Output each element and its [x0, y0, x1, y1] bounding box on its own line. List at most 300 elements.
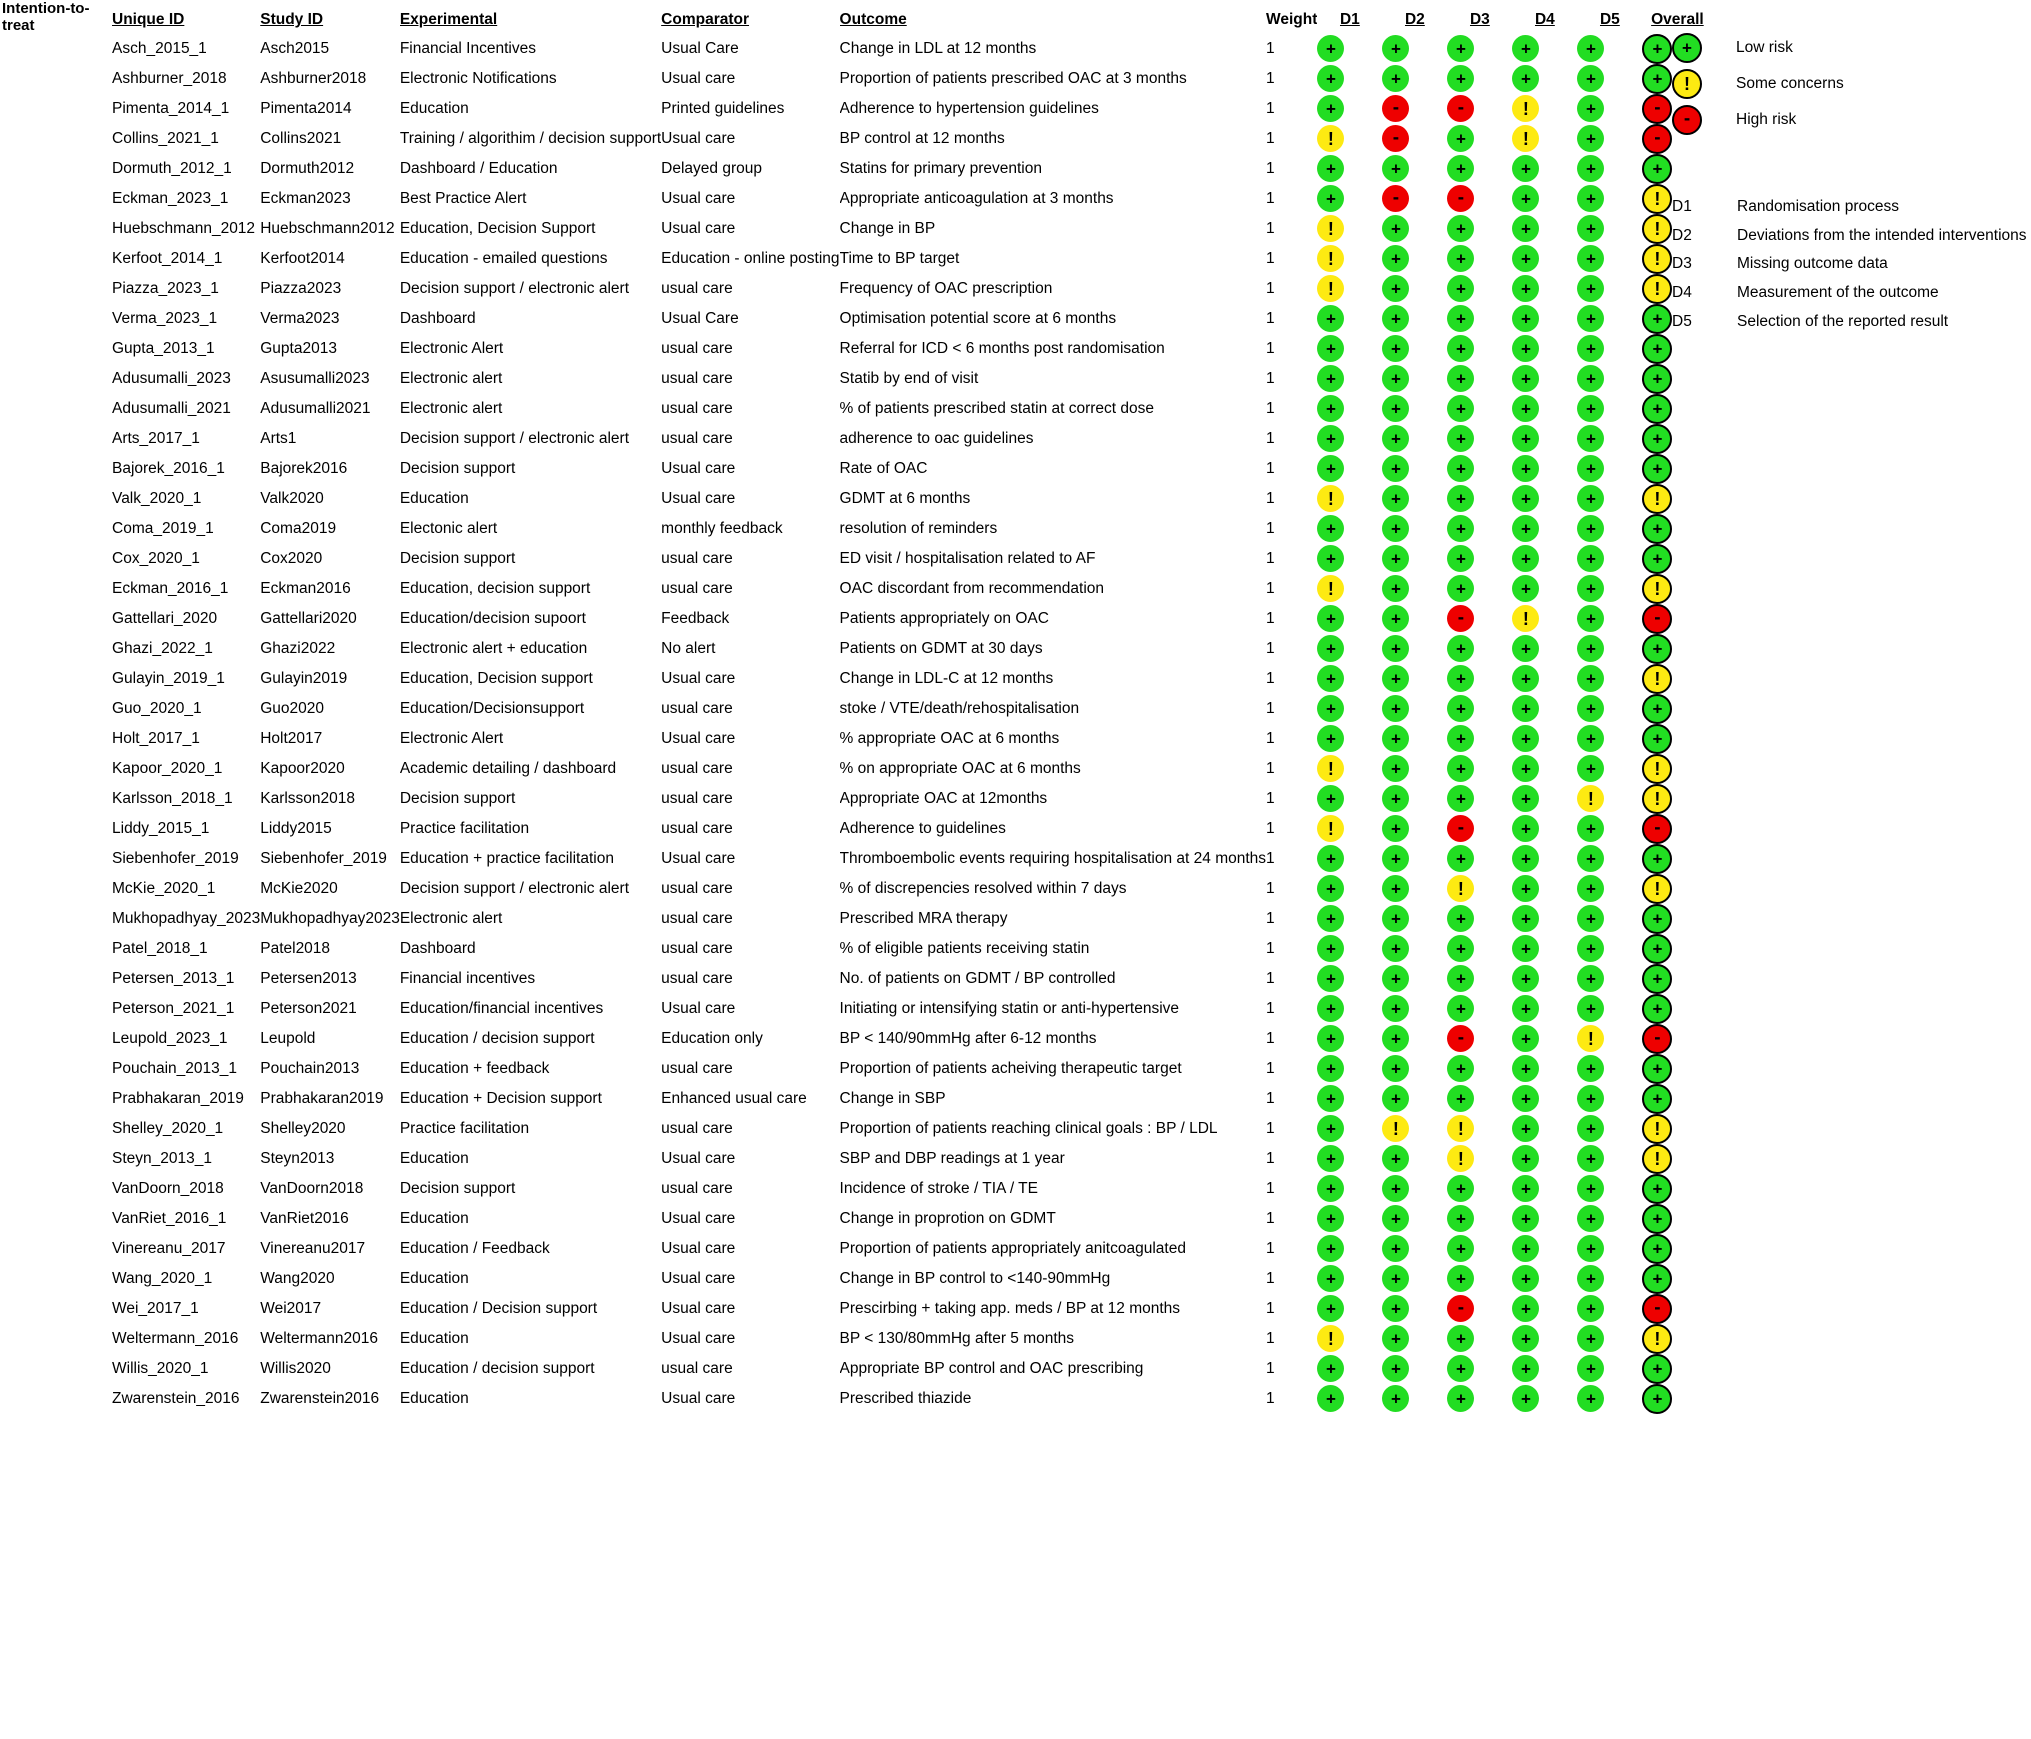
cell-outcome — [840, 1234, 1266, 1264]
column-header-d3: D3 — [1469, 11, 1490, 28]
judgement-bubble-some — [1317, 485, 1344, 512]
legend-swatch-low — [1672, 33, 1736, 63]
cell-d2 — [1382, 844, 1447, 874]
judgement-glyph: + — [1325, 69, 1336, 89]
cell-study-id — [260, 244, 400, 274]
judgement-bubble-high — [1447, 815, 1474, 842]
cell-study-id-text: Valk2020 — [260, 489, 324, 507]
judgement-glyph: + — [1455, 969, 1466, 989]
cell-d5 — [1577, 34, 1642, 64]
cell-outcome-text: Optimisation potential score at 6 months — [839, 309, 1117, 327]
judgement-bubble-some — [1512, 605, 1539, 632]
judgement-bubble-low — [1317, 1265, 1344, 1292]
judgement-bubble-low — [1577, 575, 1604, 602]
judgement-bubble-high — [1447, 185, 1474, 212]
cell-weight-text: 1 — [1266, 1209, 1275, 1227]
cell-study-id — [260, 1204, 400, 1234]
judgement-bubble-high — [1642, 1294, 1672, 1324]
cell-unique-id-text: McKie_2020_1 — [112, 879, 216, 897]
cell-unique-id — [112, 394, 260, 424]
table-row — [112, 94, 1712, 124]
cell-experimental — [400, 604, 661, 634]
cell-d1 — [1317, 334, 1382, 364]
cell-weight — [1266, 1204, 1317, 1234]
judgement-glyph: + — [1585, 969, 1596, 989]
cell-weight — [1266, 244, 1317, 274]
cell-study-id — [260, 1264, 400, 1294]
cell-unique-id — [112, 454, 260, 484]
cell-experimental — [400, 1114, 661, 1144]
cell-study-id — [260, 1054, 400, 1084]
legend-item-some — [1672, 66, 1844, 102]
judgement-bubble-some — [1642, 1324, 1672, 1354]
cell-d4 — [1512, 1024, 1577, 1054]
judgement-glyph: + — [1520, 369, 1531, 389]
cell-weight-text: 1 — [1266, 129, 1275, 147]
table-row — [112, 1114, 1712, 1144]
cell-experimental-text: Education - emailed questions — [399, 249, 608, 267]
judgement-bubble-some — [1512, 95, 1539, 122]
cell-outcome-text: Appropriate BP control and OAC prescribing — [839, 1359, 1144, 1377]
cell-experimental-text: Education — [399, 1389, 469, 1407]
table-row — [112, 844, 1712, 874]
column-header-d1: D1 — [1339, 11, 1360, 28]
cell-outcome — [840, 544, 1266, 574]
cell-study-id — [260, 214, 400, 244]
judgement-glyph: + — [1455, 1389, 1466, 1409]
judgement-glyph: + — [1520, 699, 1531, 719]
cell-d4 — [1512, 694, 1577, 724]
cell-comparator-text: Usual care — [661, 849, 736, 867]
cell-comparator — [661, 1294, 839, 1324]
cell-unique-id — [112, 904, 260, 934]
cell-comparator — [661, 1204, 839, 1234]
judgement-bubble-low — [1642, 154, 1672, 184]
judgement-glyph: - — [1457, 97, 1465, 119]
cell-comparator-text: Education only — [661, 1029, 763, 1047]
cell-comparator-text: usual care — [661, 1119, 733, 1137]
judgement-glyph: + — [1585, 219, 1596, 239]
cell-weight-text: 1 — [1266, 909, 1275, 927]
judgement-glyph: + — [1390, 1299, 1401, 1319]
judgement-glyph: + — [1585, 939, 1596, 959]
judgement-glyph: + — [1390, 909, 1401, 929]
judgement-bubble-low — [1382, 155, 1409, 182]
legend-label-high: High risk — [1736, 111, 1797, 128]
cell-d5 — [1577, 1084, 1642, 1114]
cell-weight — [1266, 694, 1317, 724]
judgement-bubble-low — [1577, 1115, 1604, 1142]
cell-d4 — [1512, 1144, 1577, 1174]
cell-comparator — [661, 1354, 839, 1384]
cell-unique-id — [112, 964, 260, 994]
cell-outcome — [840, 844, 1266, 874]
cell-d4 — [1512, 754, 1577, 784]
cell-comparator — [661, 94, 839, 124]
cell-comparator-text: Usual care — [661, 999, 736, 1017]
judgement-bubble-low — [1642, 724, 1672, 754]
cell-comparator — [661, 1114, 839, 1144]
cell-unique-id-text: Willis_2020_1 — [112, 1359, 209, 1377]
cell-experimental — [400, 724, 661, 754]
cell-unique-id-text: Pouchain_2013_1 — [112, 1059, 237, 1077]
domain-label-d4: Measurement of the outcome — [1737, 284, 1939, 302]
cell-outcome — [840, 94, 1266, 124]
table-row — [112, 1384, 1712, 1414]
judgement-glyph: + — [1520, 69, 1531, 89]
cell-d1 — [1317, 754, 1382, 784]
cell-weight — [1266, 934, 1317, 964]
cell-experimental-text: Dashboard — [399, 309, 476, 327]
cell-unique-id-text: Petersen_2013_1 — [112, 969, 235, 987]
cell-comparator — [661, 1024, 839, 1054]
judgement-bubble-low — [1512, 455, 1539, 482]
judgement-glyph: + — [1520, 279, 1531, 299]
judgement-bubble-low — [1577, 125, 1604, 152]
cell-outcome — [840, 1384, 1266, 1414]
cell-d5 — [1577, 604, 1642, 634]
judgement-bubble-low — [1512, 65, 1539, 92]
cell-comparator — [661, 304, 839, 334]
judgement-bubble-low — [1512, 875, 1539, 902]
cell-experimental-text: Education / Feedback — [399, 1239, 550, 1257]
judgement-glyph: + — [1585, 1149, 1596, 1169]
judgement-glyph: ! — [1654, 1149, 1661, 1169]
cell-d5 — [1577, 904, 1642, 934]
column-header-d2: D2 — [1404, 11, 1425, 28]
judgement-bubble-low — [1577, 1055, 1604, 1082]
domain-key-d4: D4 — [1672, 284, 1692, 302]
cell-weight-text: 1 — [1266, 549, 1275, 567]
cell-d3 — [1447, 904, 1512, 934]
judgement-bubble-low — [1317, 1145, 1344, 1172]
cell-weight — [1266, 634, 1317, 664]
judgement-bubble-high — [1382, 95, 1409, 122]
cell-outcome-text: Patients on GDMT at 30 days — [839, 639, 1043, 657]
cell-d4 — [1512, 94, 1577, 124]
judgement-bubble-low — [1512, 215, 1539, 242]
cell-weight-text: 1 — [1266, 69, 1275, 87]
cell-d4 — [1512, 64, 1577, 94]
cell-study-id-text: Weltermann2016 — [260, 1329, 378, 1347]
cell-experimental-text: Electronic alert — [399, 369, 503, 387]
cell-overall — [1642, 364, 1712, 394]
judgement-glyph: + — [1390, 309, 1401, 329]
cell-outcome — [840, 814, 1266, 844]
judgement-glyph: + — [1585, 849, 1596, 869]
cell-weight-text: 1 — [1266, 579, 1275, 597]
judgement-bubble-low — [1642, 1234, 1672, 1264]
judgement-bubble-low — [1382, 1205, 1409, 1232]
cell-overall — [1642, 814, 1712, 844]
judgement-bubble-low — [1642, 994, 1672, 1024]
cell-comparator-text: Usual care — [661, 1299, 736, 1317]
judgement-glyph: + — [1455, 1209, 1466, 1229]
cell-study-id — [260, 34, 400, 64]
judgement-glyph: + — [1520, 1059, 1531, 1079]
judgement-glyph: + — [1585, 189, 1596, 209]
judgement-glyph: ! — [1654, 669, 1661, 689]
judgement-bubble-low — [1642, 304, 1672, 334]
cell-study-id — [260, 424, 400, 454]
cell-experimental-text: Dashboard / Education — [399, 159, 558, 177]
legend-label-some: Some concerns — [1736, 75, 1844, 92]
judgement-glyph: + — [1455, 849, 1466, 869]
cell-d3 — [1447, 274, 1512, 304]
judgement-glyph: + — [1390, 429, 1401, 449]
judgement-bubble-low — [1382, 545, 1409, 572]
cell-overall — [1642, 694, 1712, 724]
cell-comparator-text: Education - online posting — [661, 249, 840, 267]
judgement-bubble-low — [1577, 95, 1604, 122]
cell-d2 — [1382, 544, 1447, 574]
judgement-glyph: + — [1585, 399, 1596, 419]
judgement-bubble-low — [1577, 1265, 1604, 1292]
judgement-glyph: + — [1585, 39, 1596, 59]
cell-d4 — [1512, 904, 1577, 934]
domain-legend-item-d2 — [1672, 222, 2027, 251]
cell-unique-id-text: Cox_2020_1 — [112, 549, 200, 567]
judgement-bubble-low — [1382, 785, 1409, 812]
judgement-glyph: + — [1585, 1269, 1596, 1289]
cell-weight-text: 1 — [1266, 849, 1275, 867]
judgement-bubble-low — [1317, 515, 1344, 542]
judgement-glyph: ! — [1654, 759, 1661, 779]
judgement-glyph: + — [1455, 1059, 1466, 1079]
cell-outcome-text: No. of patients on GDMT / BP controlled — [839, 969, 1116, 987]
cell-d2 — [1382, 64, 1447, 94]
cell-unique-id-text: Gattellari_2020 — [112, 609, 218, 627]
cell-d2 — [1382, 154, 1447, 184]
cell-experimental-text: Decision support — [399, 789, 516, 807]
cell-d1 — [1317, 1204, 1382, 1234]
judgement-bubble-low — [1512, 815, 1539, 842]
judgement-glyph: + — [1585, 699, 1596, 719]
judgement-bubble-some — [1317, 275, 1344, 302]
cell-experimental-text: Education — [399, 1209, 469, 1227]
cell-comparator-text: usual care — [661, 789, 733, 807]
judgement-bubble-low — [1642, 1084, 1672, 1114]
cell-d1 — [1317, 904, 1382, 934]
judgement-glyph: + — [1455, 1329, 1466, 1349]
cell-d1 — [1317, 1084, 1382, 1114]
judgement-glyph: + — [1520, 969, 1531, 989]
cell-study-id — [260, 394, 400, 424]
table-header-row — [112, 8, 1712, 34]
cell-study-id — [260, 1174, 400, 1204]
judgement-glyph: + — [1585, 879, 1596, 899]
judgement-bubble-low — [1577, 65, 1604, 92]
cell-weight — [1266, 1024, 1317, 1054]
cell-d4 — [1512, 874, 1577, 904]
table-row — [112, 34, 1712, 64]
cell-d4 — [1512, 124, 1577, 154]
judgement-glyph: + — [1652, 849, 1663, 869]
cell-d1 — [1317, 214, 1382, 244]
cell-weight-text: 1 — [1266, 369, 1275, 387]
cell-unique-id-text: Patel_2018_1 — [112, 939, 208, 957]
cell-experimental-text: Electronic alert — [399, 399, 503, 417]
cell-comparator-text: Delayed group — [661, 159, 762, 177]
cell-comparator-text: usual care — [661, 1359, 733, 1377]
judgement-glyph: + — [1325, 789, 1336, 809]
cell-comparator — [661, 904, 839, 934]
judgement-bubble-low — [1317, 65, 1344, 92]
judgement-glyph: + — [1520, 1329, 1531, 1349]
table-row — [112, 334, 1712, 364]
judgement-glyph: ! — [1654, 789, 1661, 809]
cell-weight — [1266, 664, 1317, 694]
judgement-bubble-low — [1317, 1055, 1344, 1082]
column-header-overall: Overall — [1651, 11, 1704, 28]
judgement-bubble-high — [1642, 1024, 1672, 1054]
cell-d3 — [1447, 574, 1512, 604]
judgement-bubble-low — [1512, 155, 1539, 182]
judgement-glyph: + — [1520, 669, 1531, 689]
cell-d2 — [1382, 1204, 1447, 1234]
cell-outcome — [840, 994, 1266, 1024]
judgement-glyph: + — [1652, 39, 1663, 59]
cell-d1 — [1317, 454, 1382, 484]
judgement-bubble-low — [1642, 934, 1672, 964]
judgement-glyph: + — [1455, 159, 1466, 179]
judgement-bubble-low — [1642, 634, 1672, 664]
cell-comparator-text: Usual care — [661, 1149, 736, 1167]
cell-d2 — [1382, 514, 1447, 544]
table-body — [112, 34, 1712, 1414]
table-row — [112, 784, 1712, 814]
judgement-glyph: ! — [1522, 98, 1529, 119]
cell-d1 — [1317, 154, 1382, 184]
cell-d2 — [1382, 1294, 1447, 1324]
cell-outcome-text: ED visit / hospitalisation related to AF — [839, 549, 1096, 567]
cell-unique-id — [112, 1024, 260, 1054]
judgement-glyph: ! — [1327, 248, 1334, 269]
cell-study-id-text: Ashburner2018 — [260, 69, 367, 87]
judgement-glyph: + — [1652, 999, 1663, 1019]
judgement-bubble-low — [1577, 155, 1604, 182]
judgement-bubble-low — [1447, 155, 1474, 182]
cell-study-id — [260, 514, 400, 544]
cell-d5 — [1577, 1384, 1642, 1414]
cell-study-id-text: Eckman2016 — [260, 579, 351, 597]
cell-unique-id — [112, 1054, 260, 1084]
cell-experimental-text: Electronic alert — [399, 909, 503, 927]
judgement-glyph: + — [1652, 1239, 1663, 1259]
cell-d1 — [1317, 844, 1382, 874]
judgement-glyph: ! — [1654, 1119, 1661, 1139]
cell-weight — [1266, 274, 1317, 304]
table-row — [112, 1204, 1712, 1234]
judgement-bubble-some — [1642, 754, 1672, 784]
judgement-bubble-high — [1642, 124, 1672, 154]
cell-unique-id — [112, 874, 260, 904]
cell-outcome — [840, 244, 1266, 274]
judgement-bubble-low — [1382, 515, 1409, 542]
cell-study-id-text: VanRiet2016 — [260, 1209, 349, 1227]
cell-unique-id-text: Coma_2019_1 — [112, 519, 214, 537]
cell-study-id — [260, 184, 400, 214]
judgement-glyph: + — [1390, 939, 1401, 959]
judgement-glyph: + — [1585, 489, 1596, 509]
cell-study-id — [260, 634, 400, 664]
cell-outcome — [840, 604, 1266, 634]
cell-d4 — [1512, 994, 1577, 1024]
cell-comparator — [661, 1234, 839, 1264]
judgement-glyph: + — [1390, 1359, 1401, 1379]
judgement-glyph: + — [1585, 129, 1596, 149]
judgement-glyph: + — [1455, 399, 1466, 419]
cell-overall — [1642, 604, 1712, 634]
cell-experimental — [400, 304, 661, 334]
judgement-bubble-low — [1447, 635, 1474, 662]
cell-outcome-text: BP < 140/90mmHg after 6-12 months — [839, 1029, 1097, 1047]
cell-experimental-text: Electronic Alert — [399, 729, 504, 747]
cell-outcome — [840, 664, 1266, 694]
judgement-glyph: + — [1325, 969, 1336, 989]
column-header-weight: Weight — [1266, 11, 1318, 28]
cell-study-id-text: Guo2020 — [260, 699, 325, 717]
cell-outcome — [840, 784, 1266, 814]
judgement-glyph: + — [1390, 1329, 1401, 1349]
cell-d1 — [1317, 724, 1382, 754]
judgement-glyph: + — [1455, 759, 1466, 779]
cell-weight-text: 1 — [1266, 1299, 1275, 1317]
cell-unique-id — [112, 634, 260, 664]
cell-overall — [1642, 1054, 1712, 1084]
table-row — [112, 484, 1712, 514]
cell-d3 — [1447, 1384, 1512, 1414]
cell-weight — [1266, 844, 1317, 874]
judgement-glyph: + — [1585, 309, 1596, 329]
cell-unique-id-text: Dormuth_2012_1 — [112, 159, 232, 177]
cell-weight — [1266, 514, 1317, 544]
cell-weight — [1266, 724, 1317, 754]
cell-d1 — [1317, 424, 1382, 454]
judgement-glyph: + — [1390, 639, 1401, 659]
judgement-bubble-low — [1577, 335, 1604, 362]
analysis-type-label: Intention-to-treat — [2, 0, 90, 35]
cell-unique-id-text: Zwarenstein_2016 — [112, 1389, 240, 1407]
cell-study-id — [260, 1294, 400, 1324]
judgement-bubble-low — [1577, 395, 1604, 422]
judgement-glyph: + — [1520, 999, 1531, 1019]
cell-d1 — [1317, 274, 1382, 304]
judgement-bubble-low — [1447, 935, 1474, 962]
cell-d2 — [1382, 1144, 1447, 1174]
judgement-glyph: + — [1585, 669, 1596, 689]
table-row — [112, 1144, 1712, 1174]
cell-unique-id — [112, 1174, 260, 1204]
judgement-glyph: + — [1390, 1269, 1401, 1289]
cell-weight-text: 1 — [1266, 609, 1275, 627]
cell-d5 — [1577, 1114, 1642, 1144]
judgement-bubble-low — [1382, 965, 1409, 992]
judgement-bubble-low — [1577, 695, 1604, 722]
judgement-bubble-low — [1447, 35, 1474, 62]
judgement-glyph: ! — [1654, 189, 1661, 209]
judgement-bubble-low — [1317, 335, 1344, 362]
cell-study-id — [260, 1144, 400, 1174]
cell-study-id-text: Bajorek2016 — [260, 459, 348, 477]
cell-unique-id — [112, 784, 260, 814]
cell-study-id — [260, 814, 400, 844]
judgement-bubble-low — [1512, 335, 1539, 362]
judgement-glyph: + — [1325, 369, 1336, 389]
cell-experimental — [400, 694, 661, 724]
judgement-bubble-low — [1577, 485, 1604, 512]
cell-study-id-text: Petersen2013 — [260, 969, 357, 987]
